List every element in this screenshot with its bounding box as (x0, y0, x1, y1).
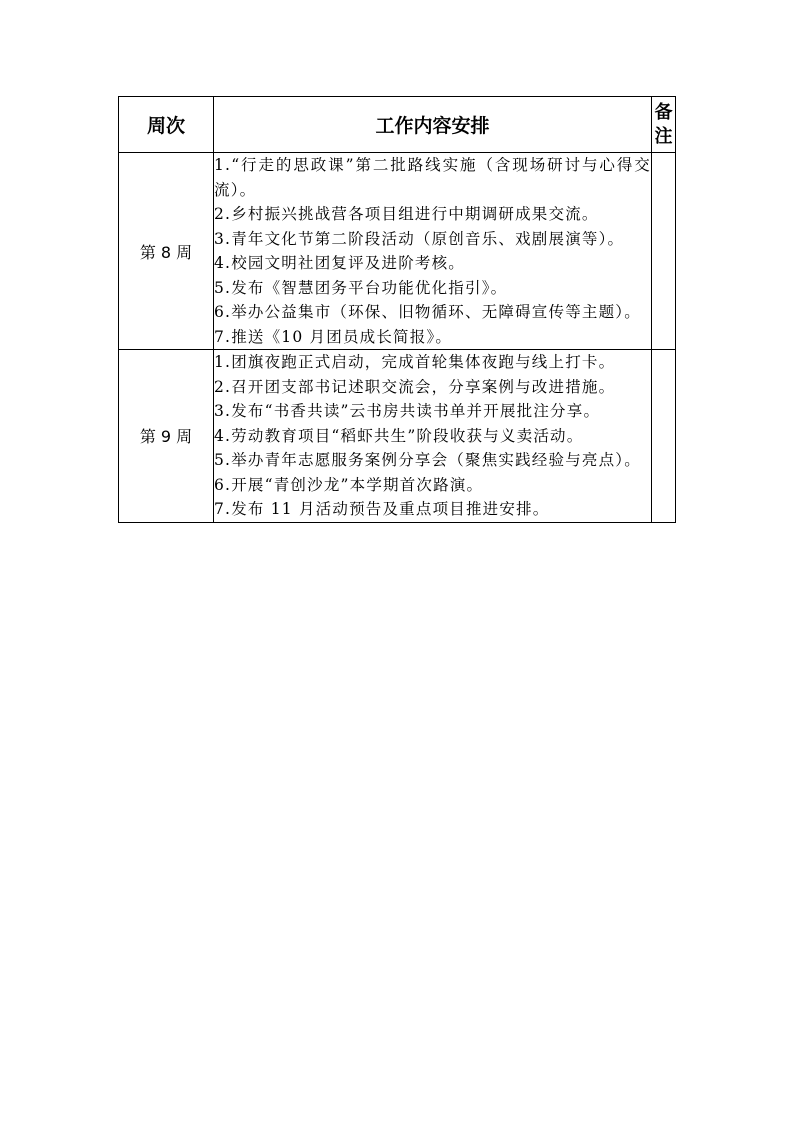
note-cell (652, 350, 676, 523)
week-label: 第 8 周 (119, 153, 214, 350)
work-item: 6.举办公益集市（环保、旧物循环、无障碍宣传等主题）。 (214, 303, 641, 321)
header-content: 工作内容安排 (214, 97, 652, 153)
work-item: 4.校园文明社团复评及进阶考核。 (214, 254, 465, 272)
table-row-week-9 (119, 350, 676, 523)
work-item-list (214, 350, 651, 522)
work-item: 1.团旗夜跑正式启动，完成首轮集体夜跑与线上打卡。 (214, 353, 616, 371)
content-cell (214, 350, 652, 523)
content-cell (214, 153, 652, 350)
work-item: 3.青年文化节第二阶段活动（原创音乐、戏剧展演等）。 (214, 229, 625, 248)
schedule-table (118, 96, 676, 523)
work-item: 1.“行走的思政课”第二批路线实施（含现场研讨与心得交流）。 (214, 156, 651, 199)
header-week: 周次 (119, 97, 214, 153)
header-note: 备注 (652, 97, 676, 153)
work-item: 5.举办青年志愿服务案例分享会（聚焦实践经验与亮点）。 (214, 451, 641, 469)
note-cell (652, 153, 676, 350)
work-item: 2.召开团支部书记述职交流会，分享案例与改进措施。 (214, 377, 616, 396)
table-header-row (119, 97, 676, 153)
work-item: 7.发布 11 月活动预告及重点项目推进安排。 (214, 500, 550, 518)
work-item: 5.发布《智慧团务平台功能优化指引》。 (214, 278, 508, 297)
work-item: 7.推送《10 月团员成长简报》。 (214, 327, 453, 346)
work-item: 4.劳动教育项目“稻虾共生”阶段收获与义卖活动。 (214, 426, 584, 445)
week-label: 第 9 周 (119, 350, 214, 523)
work-item-list (214, 153, 651, 349)
table-row-week-8 (119, 153, 676, 350)
work-item: 3.发布“书香共读”云书房共读书单并开展批注分享。 (214, 402, 601, 420)
work-item: 2.乡村振兴挑战营各项目组进行中期调研成果交流。 (214, 205, 599, 223)
work-item: 6.开展“青创沙龙”本学期首次路演。 (214, 475, 484, 494)
